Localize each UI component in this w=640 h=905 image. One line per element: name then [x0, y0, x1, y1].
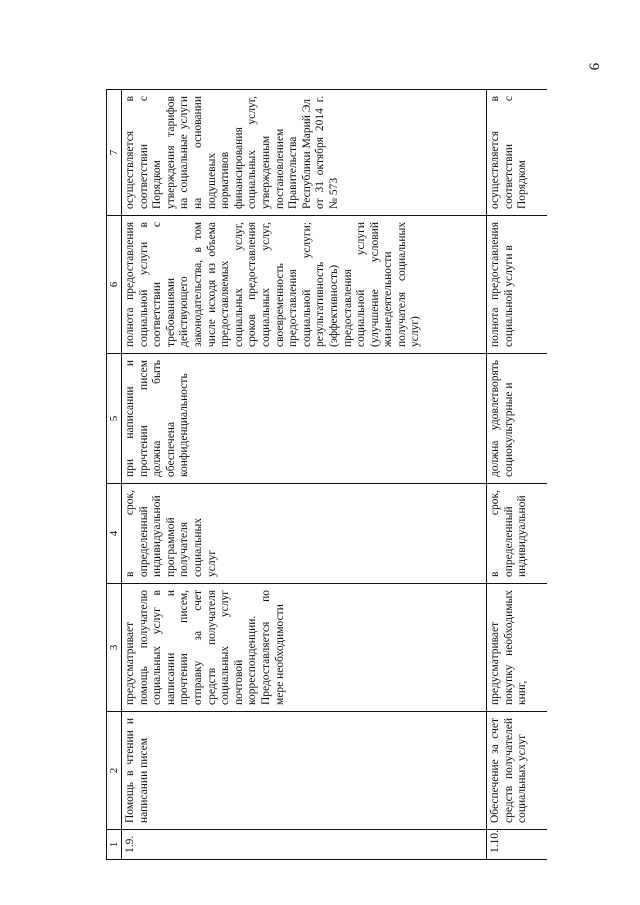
- service-quality: полнота предоставления социальной услуги в соответствии с требованиями действующего законодательства, в том числе исходя из объема предоставляемых социальных услуг, сроков предоставления социальных услуг, своевременность предоставления социальной услуги; результативность (эффективность) предоставления социальной услуги (улучшение условий жизнедеятельности получателя социальных услуг): [122, 216, 487, 354]
- row-number: 1.9.: [122, 830, 487, 860]
- service-term: в срок, определенный индивидуальной: [487, 484, 548, 584]
- description-text: предусматривает помощь получателю социальных услуг в написании и прочтении писем, отправку за счет средств получателя социальных услуг почтовой корреспонденции.: [124, 590, 259, 705]
- header-col-7: 7: [107, 90, 122, 216]
- service-name: Обеспечение за счет средств получателей социальных услуг: [487, 712, 548, 830]
- service-standard: при написании и прочтении писем должна быть обеспечена конфиденциальность: [122, 354, 487, 484]
- page-number: 9: [584, 62, 601, 71]
- header-col-1: 1: [107, 830, 122, 860]
- header-col-3: 3: [107, 584, 122, 712]
- service-name: Помощь в чтении и написании писем: [122, 712, 487, 830]
- description-text: предусматривает покупку необходимых книг,: [489, 590, 529, 705]
- table-row: [122, 90, 487, 860]
- table-row: [487, 90, 548, 860]
- payment-text: осуществляется в соответствии с Порядком утверждения тарифов на социальные услуги на основании подушевых нормативов финансирования социальных услуг, утвержденным постановлением Правительства Республики Марий Эл: [124, 96, 313, 209]
- service-term: в срок, определенный индивидуальной программой получателя социальных услуг: [122, 484, 487, 584]
- payment-date: от 31 октября 2014 г. № 573: [314, 96, 340, 209]
- header-col-5: 5: [107, 354, 122, 484]
- service-payment: [487, 90, 548, 216]
- rotated-page: [106, 90, 626, 860]
- service-standard: должна удовлетворять социокультурные и: [487, 354, 548, 484]
- header-col-2: 2: [107, 712, 122, 830]
- service-description: [122, 584, 487, 712]
- services-table: [106, 89, 547, 860]
- service-quality: полнота предоставления социальной услуги в: [487, 216, 548, 354]
- service-description: [487, 584, 548, 712]
- row-number: 1.10.: [487, 830, 548, 860]
- header-col-4: 4: [107, 484, 122, 584]
- header-row: [107, 90, 122, 860]
- description-note: Предоставляется по мере необходимости: [259, 590, 286, 705]
- payment-text: осуществляется в соответствии с Порядком: [489, 96, 529, 209]
- header-col-6: 6: [107, 216, 122, 354]
- service-payment: [122, 90, 487, 216]
